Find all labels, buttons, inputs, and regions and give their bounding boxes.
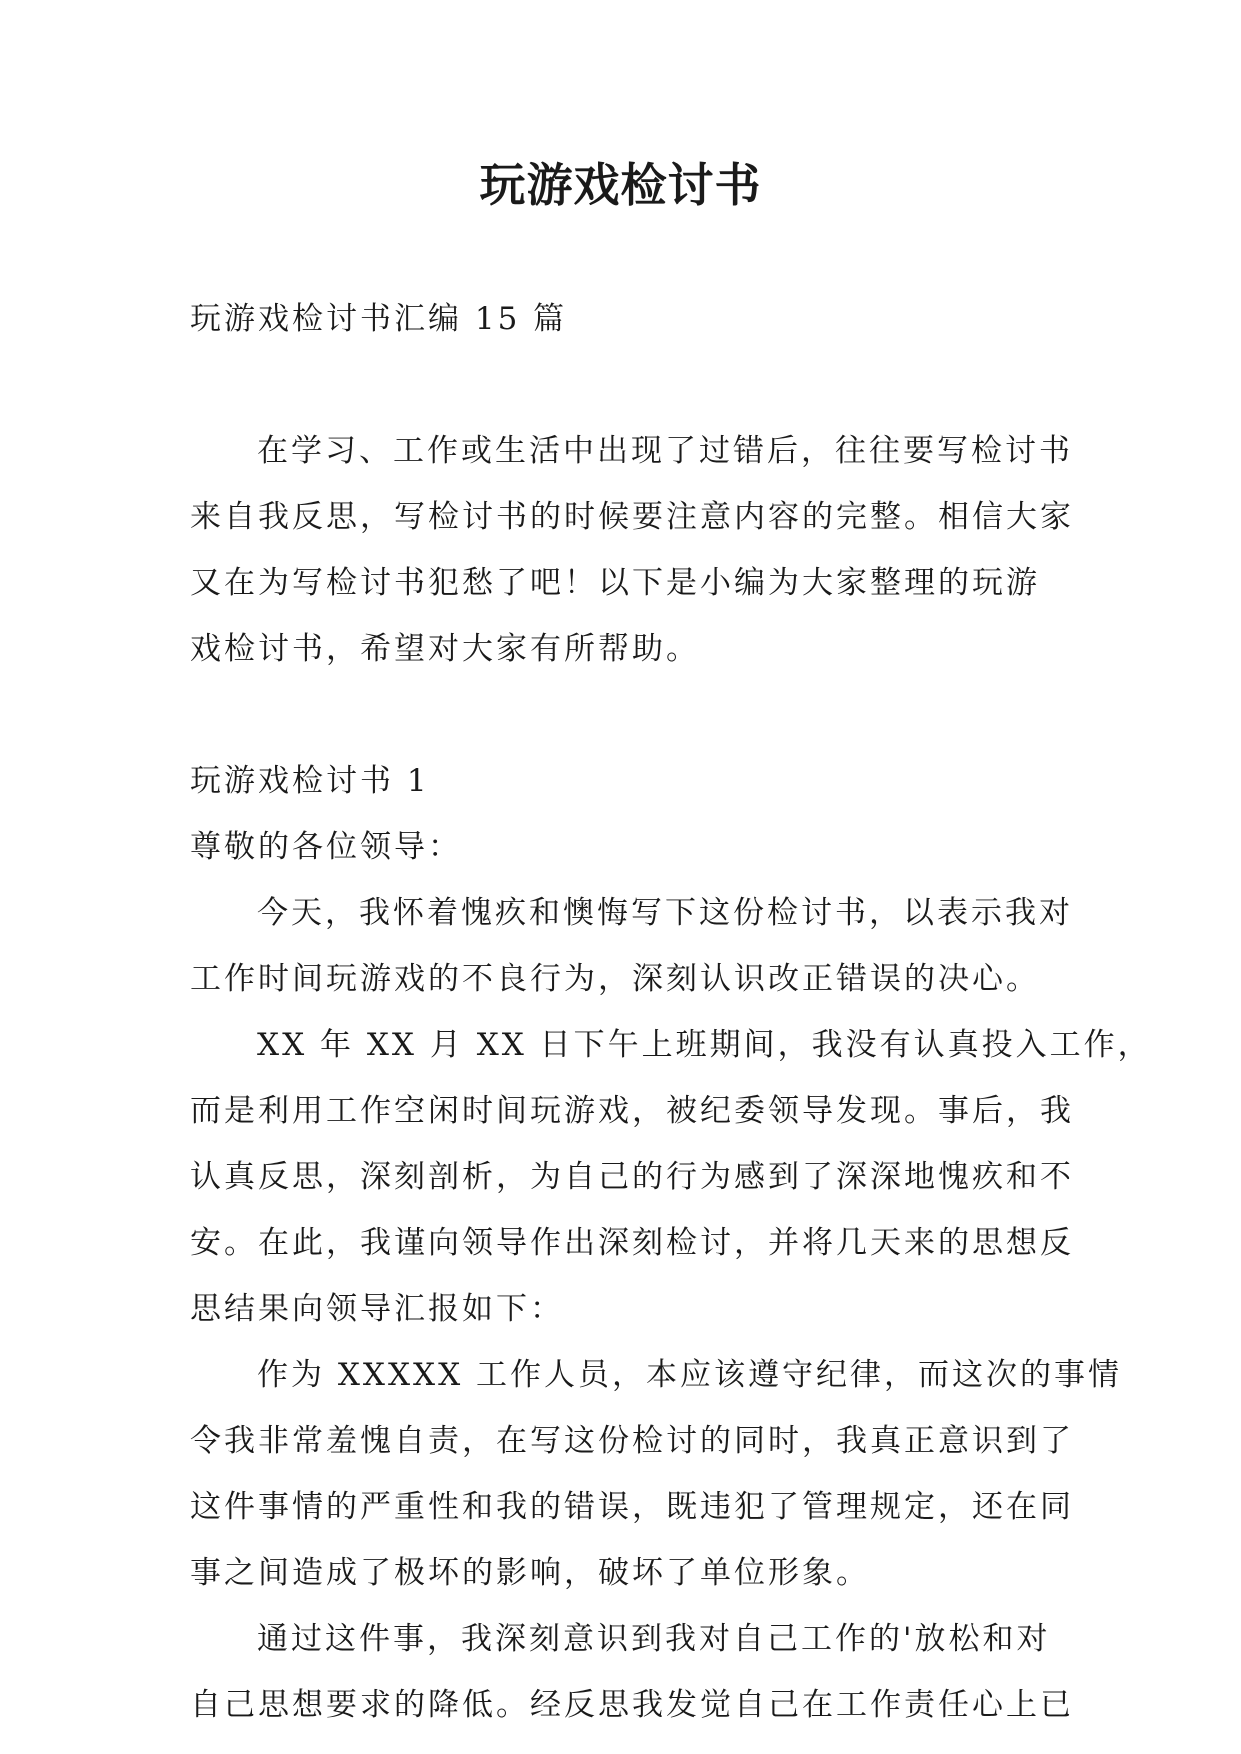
text-line: 事之间造成了极坏的影响，破坏了单位形象。 [190, 1555, 870, 1591]
text-line: XX 年 XX 月 XX 日下午上班期间，我没有认真投入工作， [257, 1027, 1152, 1063]
paragraph [190, 880, 1073, 1012]
text-line: 安。在此，我谨向领导作出深刻检讨，并将几天来的思想反 [190, 1225, 1074, 1261]
text-line: 戏检讨书，希望对大家有所帮助。 [190, 631, 700, 667]
spacer [190, 352, 1060, 418]
salutation: 尊敬的各位领导： [190, 829, 462, 865]
text-line: 作为 XXXXX 工作人员，本应该遵守纪律，而这次的事情 [257, 1357, 1123, 1393]
text-line: 而是利用工作空闲时间玩游戏，被纪委领导发现。事后，我 [190, 1093, 1074, 1129]
document-title: 玩游戏检讨书 [479, 158, 762, 212]
intro-paragraph [190, 418, 1074, 682]
text-line: 又在为写检讨书犯愁了吧！以下是小编为大家整理的玩游 [190, 565, 1040, 601]
text-line: 认真反思，深刻剖析，为自己的行为感到了深深地愧疚和不 [190, 1159, 1074, 1195]
section-heading: 玩游戏检讨书 1 [190, 763, 430, 799]
text-line: 通过这件事，我深刻意识到我对自己工作的'放松和对 [257, 1621, 1051, 1657]
text-line: 今天，我怀着愧疚和懊悔写下这份检讨书，以表示我对 [257, 895, 1073, 931]
text-line: 在学习、工作或生活中出现了过错后，往往要写检讨书 [257, 433, 1073, 469]
paragraph [190, 1012, 1152, 1342]
paragraph [190, 1342, 1123, 1606]
text-line: 思结果向领导汇报如下： [190, 1291, 564, 1327]
document-body [190, 286, 1152, 1738]
text-line: 自己思想要求的降低。经反思我发觉自己在工作责任心上已 [190, 1687, 1074, 1723]
document-subtitle: 玩游戏检讨书汇编 15 篇 [190, 301, 568, 337]
text-line: 工作时间玩游戏的不良行为，深刻认识改正错误的决心。 [190, 961, 1040, 997]
text-line: 令我非常羞愧自责，在写这份检讨的同时，我真正意识到了 [190, 1423, 1074, 1459]
paragraph [190, 1606, 1074, 1738]
text-line: 这件事情的严重性和我的错误，既违犯了管理规定，还在同 [190, 1489, 1074, 1525]
text-line: 来自我反思，写检讨书的时候要注意内容的完整。相信大家 [190, 499, 1074, 535]
spacer [190, 682, 1060, 748]
